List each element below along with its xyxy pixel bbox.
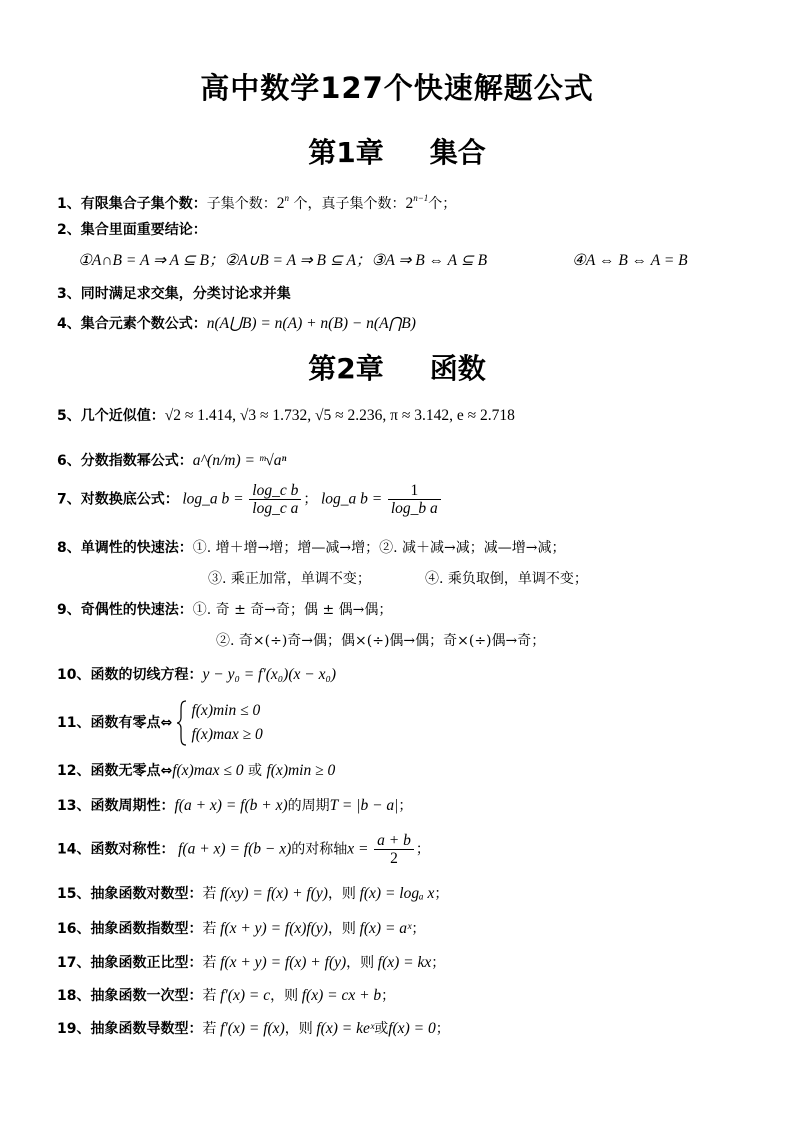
item-text: ； — [411, 921, 426, 937]
item-text: ，则 — [327, 921, 356, 937]
formula: f(x) = aˣ — [359, 920, 412, 937]
item-label: 1、有限集合子集个数： — [57, 196, 207, 212]
formula: a^(n/m) = ᵐ√aⁿ — [192, 452, 287, 469]
chapter-number: 第1章 — [308, 136, 384, 169]
chapter-heading — [0, 131, 794, 171]
item-label: 2、集合里面重要结论： — [57, 222, 207, 238]
item-text: 若 — [202, 988, 217, 1004]
formula: 2 — [405, 195, 414, 212]
formula: log_a b = — [182, 490, 244, 508]
item-label: 4、集合元素个数公式： — [57, 316, 207, 332]
formula: f(x)max ≤ 0 — [172, 762, 244, 779]
item-text: ，则 — [327, 886, 356, 902]
fraction — [374, 832, 414, 867]
item-text: ④. 乘负取倒，单调不变； — [425, 571, 588, 587]
formula-line — [208, 569, 371, 589]
fraction-numerator: 1 — [388, 482, 441, 500]
exponent: n−1 — [413, 193, 429, 203]
item-text: ； — [415, 841, 430, 858]
item-text: 的对称轴 — [291, 841, 348, 858]
case-line: f(x)min ≤ 0 — [191, 702, 261, 719]
formula-item — [57, 832, 430, 867]
formula-item — [57, 482, 443, 517]
document-title: 高中数学127个快速解题公式 — [200, 71, 594, 105]
formula-item — [57, 284, 291, 304]
formula-item — [57, 1019, 450, 1039]
fraction — [249, 482, 301, 517]
formula: f(x) = cx + b — [301, 987, 382, 1004]
formula-item — [57, 796, 412, 816]
item-text: 若 — [202, 921, 217, 937]
fraction-denominator: 2 — [390, 850, 398, 867]
formula: f(x) = keˣ — [316, 1020, 375, 1037]
formula: f(x + y) = f(x)f(y) — [220, 920, 328, 937]
item-label: 10、函数的切线方程： — [57, 667, 203, 683]
fraction — [388, 482, 441, 517]
formula: √2 ≈ 1.414, √3 ≈ 1.732, √5 ≈ 2.236, π ≈ 3.142, e ≈ 2.718 — [164, 407, 515, 424]
item-label: 3、同时满足求交集，分类讨论求并集 — [57, 286, 291, 302]
formula-line — [78, 251, 487, 271]
formula-line — [216, 631, 545, 651]
formula: y − y₀ = f′(x₀)(x − x₀) — [202, 666, 337, 683]
formula: f(xy) = f(x) + f(y) — [220, 885, 328, 902]
formula-item — [57, 538, 565, 558]
fraction-numerator: a + b — [374, 832, 414, 850]
item-label: 11、函数有零点⇔ — [57, 715, 173, 731]
item-text: ，则 — [346, 955, 375, 971]
item-label: 8、单调性的快速法： — [57, 540, 193, 556]
item-label: 16、抽象函数指数型： — [57, 921, 203, 937]
formula: log_a b = — [320, 490, 383, 508]
item-text: ，则 — [284, 1021, 313, 1037]
item-text: 若 — [202, 1021, 217, 1037]
item-text: 若 — [202, 955, 217, 971]
formula: f(x)min ≥ 0 — [266, 762, 336, 779]
item-text: 或 — [243, 763, 267, 779]
formula-item — [57, 314, 416, 334]
formula: f(a + x) = f(b + x) — [174, 797, 288, 814]
exponent: n — [284, 193, 289, 203]
formula-item — [57, 451, 286, 471]
formula-item — [57, 953, 445, 973]
formula: ①A∩B = A ⇒ A ⊆ B；②A∪B = A ⇒ B ⊆ A；③A ⇒ B ⇔ A ⊆ B — [78, 252, 488, 269]
formula: f(x + y) = f(x) + f(y) — [220, 954, 347, 971]
fraction-denominator: log_c a — [252, 500, 299, 517]
left-brace-icon — [176, 699, 188, 747]
formula-item — [57, 600, 392, 620]
item-text: ； — [431, 955, 446, 971]
formula-item — [57, 761, 335, 781]
item-text: ①. 增＋增→增；增—减→增；②. 减＋减→减；减—增→减； — [192, 540, 566, 556]
formula-item — [57, 220, 207, 240]
formula: n(A⋃B) = n(A) + n(B) − n(A⋂B) — [206, 315, 416, 332]
formula: f′(x) = c — [220, 987, 271, 1004]
separator: ； — [303, 491, 318, 508]
item-label: 9、奇偶性的快速法： — [57, 602, 193, 618]
formula: f(x) = kx — [377, 954, 432, 971]
fraction-denominator: log_b a — [390, 500, 438, 517]
item-text: ； — [434, 886, 449, 902]
item-label: 17、抽象函数正比型： — [57, 955, 203, 971]
case-line: f(x)max ≥ 0 — [191, 726, 263, 743]
item-text: ③. 乘正加常，单调不变； — [208, 571, 371, 587]
item-text: ； — [381, 988, 396, 1004]
formula: f(x) = 0 — [388, 1020, 436, 1037]
formula-item — [57, 188, 456, 214]
item-text: 或 — [374, 1021, 389, 1037]
item-text: ②. 奇×(÷)奇→偶；偶×(÷)偶→偶；奇×(÷)偶→奇； — [216, 633, 546, 649]
item-label: 14、函数对称性： — [57, 841, 175, 858]
item-label: 6、分数指数幂公式： — [57, 453, 193, 469]
formula-item — [57, 884, 448, 904]
chapter-name: 集合 — [429, 136, 486, 169]
chapter-name: 函数 — [429, 352, 486, 385]
chapter-number: 第2章 — [308, 352, 384, 385]
formula: f′(x) = f(x) — [220, 1020, 285, 1037]
item-label: 12、函数无零点⇔ — [57, 763, 173, 779]
item-text: 若 — [202, 886, 217, 902]
piecewise-brace — [176, 699, 263, 747]
item-text: 个； — [428, 196, 457, 212]
formula: f(x) = logₐ x — [359, 885, 435, 902]
formula: f(a + x) = f(b − x) — [178, 840, 292, 858]
fraction-numerator: log_c b — [249, 482, 301, 500]
formula-item — [57, 699, 263, 747]
chapter-heading — [0, 347, 794, 387]
item-text: ，则 — [270, 988, 299, 1004]
formula-item — [57, 919, 425, 939]
item-label: 7、对数换底公式： — [57, 491, 179, 508]
formula: 2 — [276, 195, 285, 212]
formula-item — [57, 406, 515, 426]
item-text: 的周期 — [287, 798, 330, 814]
item-label: 15、抽象函数对数型： — [57, 886, 203, 902]
formula-item — [57, 665, 336, 685]
item-text: 个，真子集个数： — [289, 196, 406, 212]
item-text: 子集个数： — [206, 196, 277, 212]
item-text: ； — [398, 798, 413, 814]
item-text: ； — [435, 1021, 450, 1037]
formula: T = |b − a| — [329, 797, 399, 814]
item-label: 13、函数周期性： — [57, 798, 175, 814]
formula: ④A ⇔ B ⇔ A = B — [572, 252, 688, 269]
formula-line — [572, 251, 688, 271]
formula-line — [425, 569, 588, 589]
formula: x = — [347, 840, 369, 858]
item-label: 18、抽象函数一次型： — [57, 988, 203, 1004]
item-text: ①. 奇 ± 奇→奇；偶 ± 偶→偶； — [192, 602, 393, 618]
item-label: 5、几个近似值： — [57, 408, 165, 424]
formula-item — [57, 986, 395, 1006]
item-label: 19、抽象函数导数型： — [57, 1021, 203, 1037]
